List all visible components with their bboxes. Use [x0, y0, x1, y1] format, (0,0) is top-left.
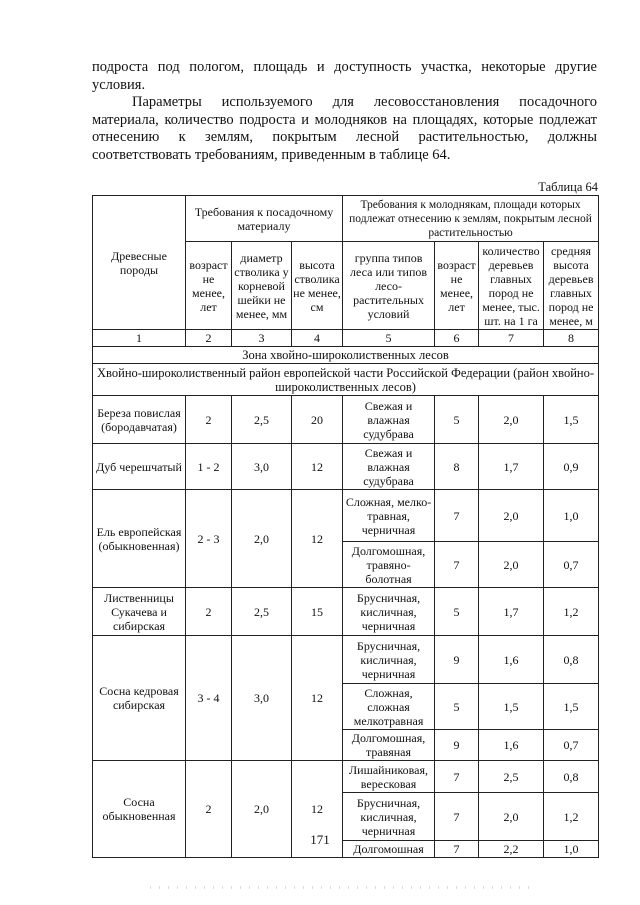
header-age-young: возраст не менее, лет	[435, 242, 479, 330]
tree-count: 2,0	[479, 542, 544, 588]
table-row	[93, 636, 599, 684]
stem-diameter: 3,0	[232, 636, 292, 761]
region-heading: Хвойно-широколиственный район европейской части Российской Федерации (район хвойно-широколиственных лесов)	[93, 364, 599, 396]
stem-diameter: 2,0	[232, 761, 292, 858]
header-age: возраст не менее, лет	[186, 242, 232, 330]
young-age: 7	[435, 761, 479, 793]
forest-type: Свежая и влажная судубрава	[343, 444, 435, 490]
forest-type: Лишайниковая, вересковая	[343, 761, 435, 793]
species-name: Сосна обыкновенная	[93, 761, 186, 858]
avg-height: 0,8	[544, 761, 599, 793]
header-avg-height: средняя высота деревьев главных пород не менее, м	[544, 242, 599, 330]
tree-count: 2,0	[479, 396, 544, 444]
table-row	[93, 490, 599, 542]
paragraph-continuation: подроста под пологом, площадь и доступность участка, некоторые другие условия.	[92, 59, 597, 93]
seedling-age: 2	[186, 396, 232, 444]
column-number: 8	[544, 330, 599, 347]
young-age: 7	[435, 542, 479, 588]
species-name: Лиственницы Сукачева и сибирская	[93, 588, 186, 636]
requirements-table	[92, 195, 599, 858]
species-name: Береза повислая (бородавчатая)	[93, 396, 186, 444]
stem-diameter: 3,0	[232, 444, 292, 490]
avg-height: 1,5	[544, 396, 599, 444]
tree-count: 1,7	[479, 444, 544, 490]
seedling-age: 2	[186, 761, 232, 858]
avg-height: 0,8	[544, 636, 599, 684]
forest-type: Долгомошная, травяная	[343, 730, 435, 761]
header-height: высота стволика не менее, см	[292, 242, 343, 330]
tree-count: 1,5	[479, 684, 544, 730]
column-number: 6	[435, 330, 479, 347]
forest-type: Сложная, сложная мелкотравная	[343, 684, 435, 730]
scan-noise	[150, 886, 530, 889]
avg-height: 1,2	[544, 793, 599, 841]
column-number: 4	[292, 330, 343, 347]
young-age: 7	[435, 793, 479, 841]
tree-count: 2,2	[479, 841, 544, 858]
seedling-age: 2	[186, 588, 232, 636]
stem-height: 12	[292, 636, 343, 761]
column-number: 2	[186, 330, 232, 347]
avg-height: 1,0	[544, 490, 599, 542]
young-age: 7	[435, 490, 479, 542]
stem-diameter: 2,5	[232, 588, 292, 636]
avg-height: 0,9	[544, 444, 599, 490]
paragraph-parameters: Параметры используемого для лесовосстановления посадочного материала, количество подроста и молодняков на площадях, которые подлежат отнесению к землям, покрытым лесной растительностью, должны соответствовать требованиям, приведенным в таблице 64.	[92, 94, 597, 163]
table-row	[93, 761, 599, 793]
young-age: 7	[435, 841, 479, 858]
tree-count: 2,0	[479, 490, 544, 542]
tree-count: 1,6	[479, 636, 544, 684]
column-number: 1	[93, 330, 186, 347]
species-name: Дуб черешчатый	[93, 444, 186, 490]
header-planting-group: Требования к посадочному материалу	[186, 196, 343, 242]
seedling-age: 2 - 3	[186, 490, 232, 588]
tree-count: 1,7	[479, 588, 544, 636]
seedling-age: 1 - 2	[186, 444, 232, 490]
header-young-group: Требования к молоднякам, площади которых подлежат отнесению к землям, покрытым лесной растительностью	[343, 196, 599, 242]
table-row	[93, 396, 599, 444]
table-row	[93, 588, 599, 636]
young-age: 5	[435, 396, 479, 444]
avg-height: 1,2	[544, 588, 599, 636]
stem-height: 20	[292, 396, 343, 444]
header-species: Древесные породы	[93, 196, 186, 330]
header-tree-count: количество деревьев главных пород не менее, тыс. шт. на 1 га	[479, 242, 544, 330]
tree-count: 1,6	[479, 730, 544, 761]
avg-height: 0,7	[544, 730, 599, 761]
forest-type: Долгомошная, травяно-болотная	[343, 542, 435, 588]
forest-type: Брусничная, кисличная, черничная	[343, 636, 435, 684]
species-name: Сосна кедровая сибирская	[93, 636, 186, 761]
header-diameter: диаметр стволика у корневой шейки не менее, мм	[232, 242, 292, 330]
forest-type: Брусничная, кисличная, черничная	[343, 793, 435, 841]
young-age: 9	[435, 730, 479, 761]
species-name: Ель европейская (обыкновенная)	[93, 490, 186, 588]
tree-count: 2,0	[479, 793, 544, 841]
forest-type: Свежая и влажная судубрава	[343, 396, 435, 444]
young-age: 9	[435, 636, 479, 684]
tree-count: 2,5	[479, 761, 544, 793]
avg-height: 1,0	[544, 841, 599, 858]
seedling-age: 3 - 4	[186, 636, 232, 761]
young-age: 8	[435, 444, 479, 490]
avg-height: 0,7	[544, 542, 599, 588]
forest-type: Сложная, мелко-травная, черничная	[343, 490, 435, 542]
stem-height: 15	[292, 588, 343, 636]
column-number: 7	[479, 330, 544, 347]
stem-height: 12	[292, 444, 343, 490]
header-forest-types: группа типов леса или типов лесо-растительных условий	[343, 242, 435, 330]
stem-diameter: 2,0	[232, 490, 292, 588]
column-number: 3	[232, 330, 292, 347]
young-age: 5	[435, 588, 479, 636]
stem-height: 12	[292, 761, 343, 858]
avg-height: 1,5	[544, 684, 599, 730]
table-caption: Таблица 64	[538, 180, 598, 194]
table-row	[93, 444, 599, 490]
forest-type: Долгомошная	[343, 841, 435, 858]
column-number: 5	[343, 330, 435, 347]
zone-heading: Зона хвойно-широколиственных лесов	[93, 347, 599, 364]
stem-diameter: 2,5	[232, 396, 292, 444]
stem-height: 12	[292, 490, 343, 588]
forest-type: Брусничная, кисличная, черничная	[343, 588, 435, 636]
young-age: 5	[435, 684, 479, 730]
page-number: 171	[310, 832, 330, 847]
